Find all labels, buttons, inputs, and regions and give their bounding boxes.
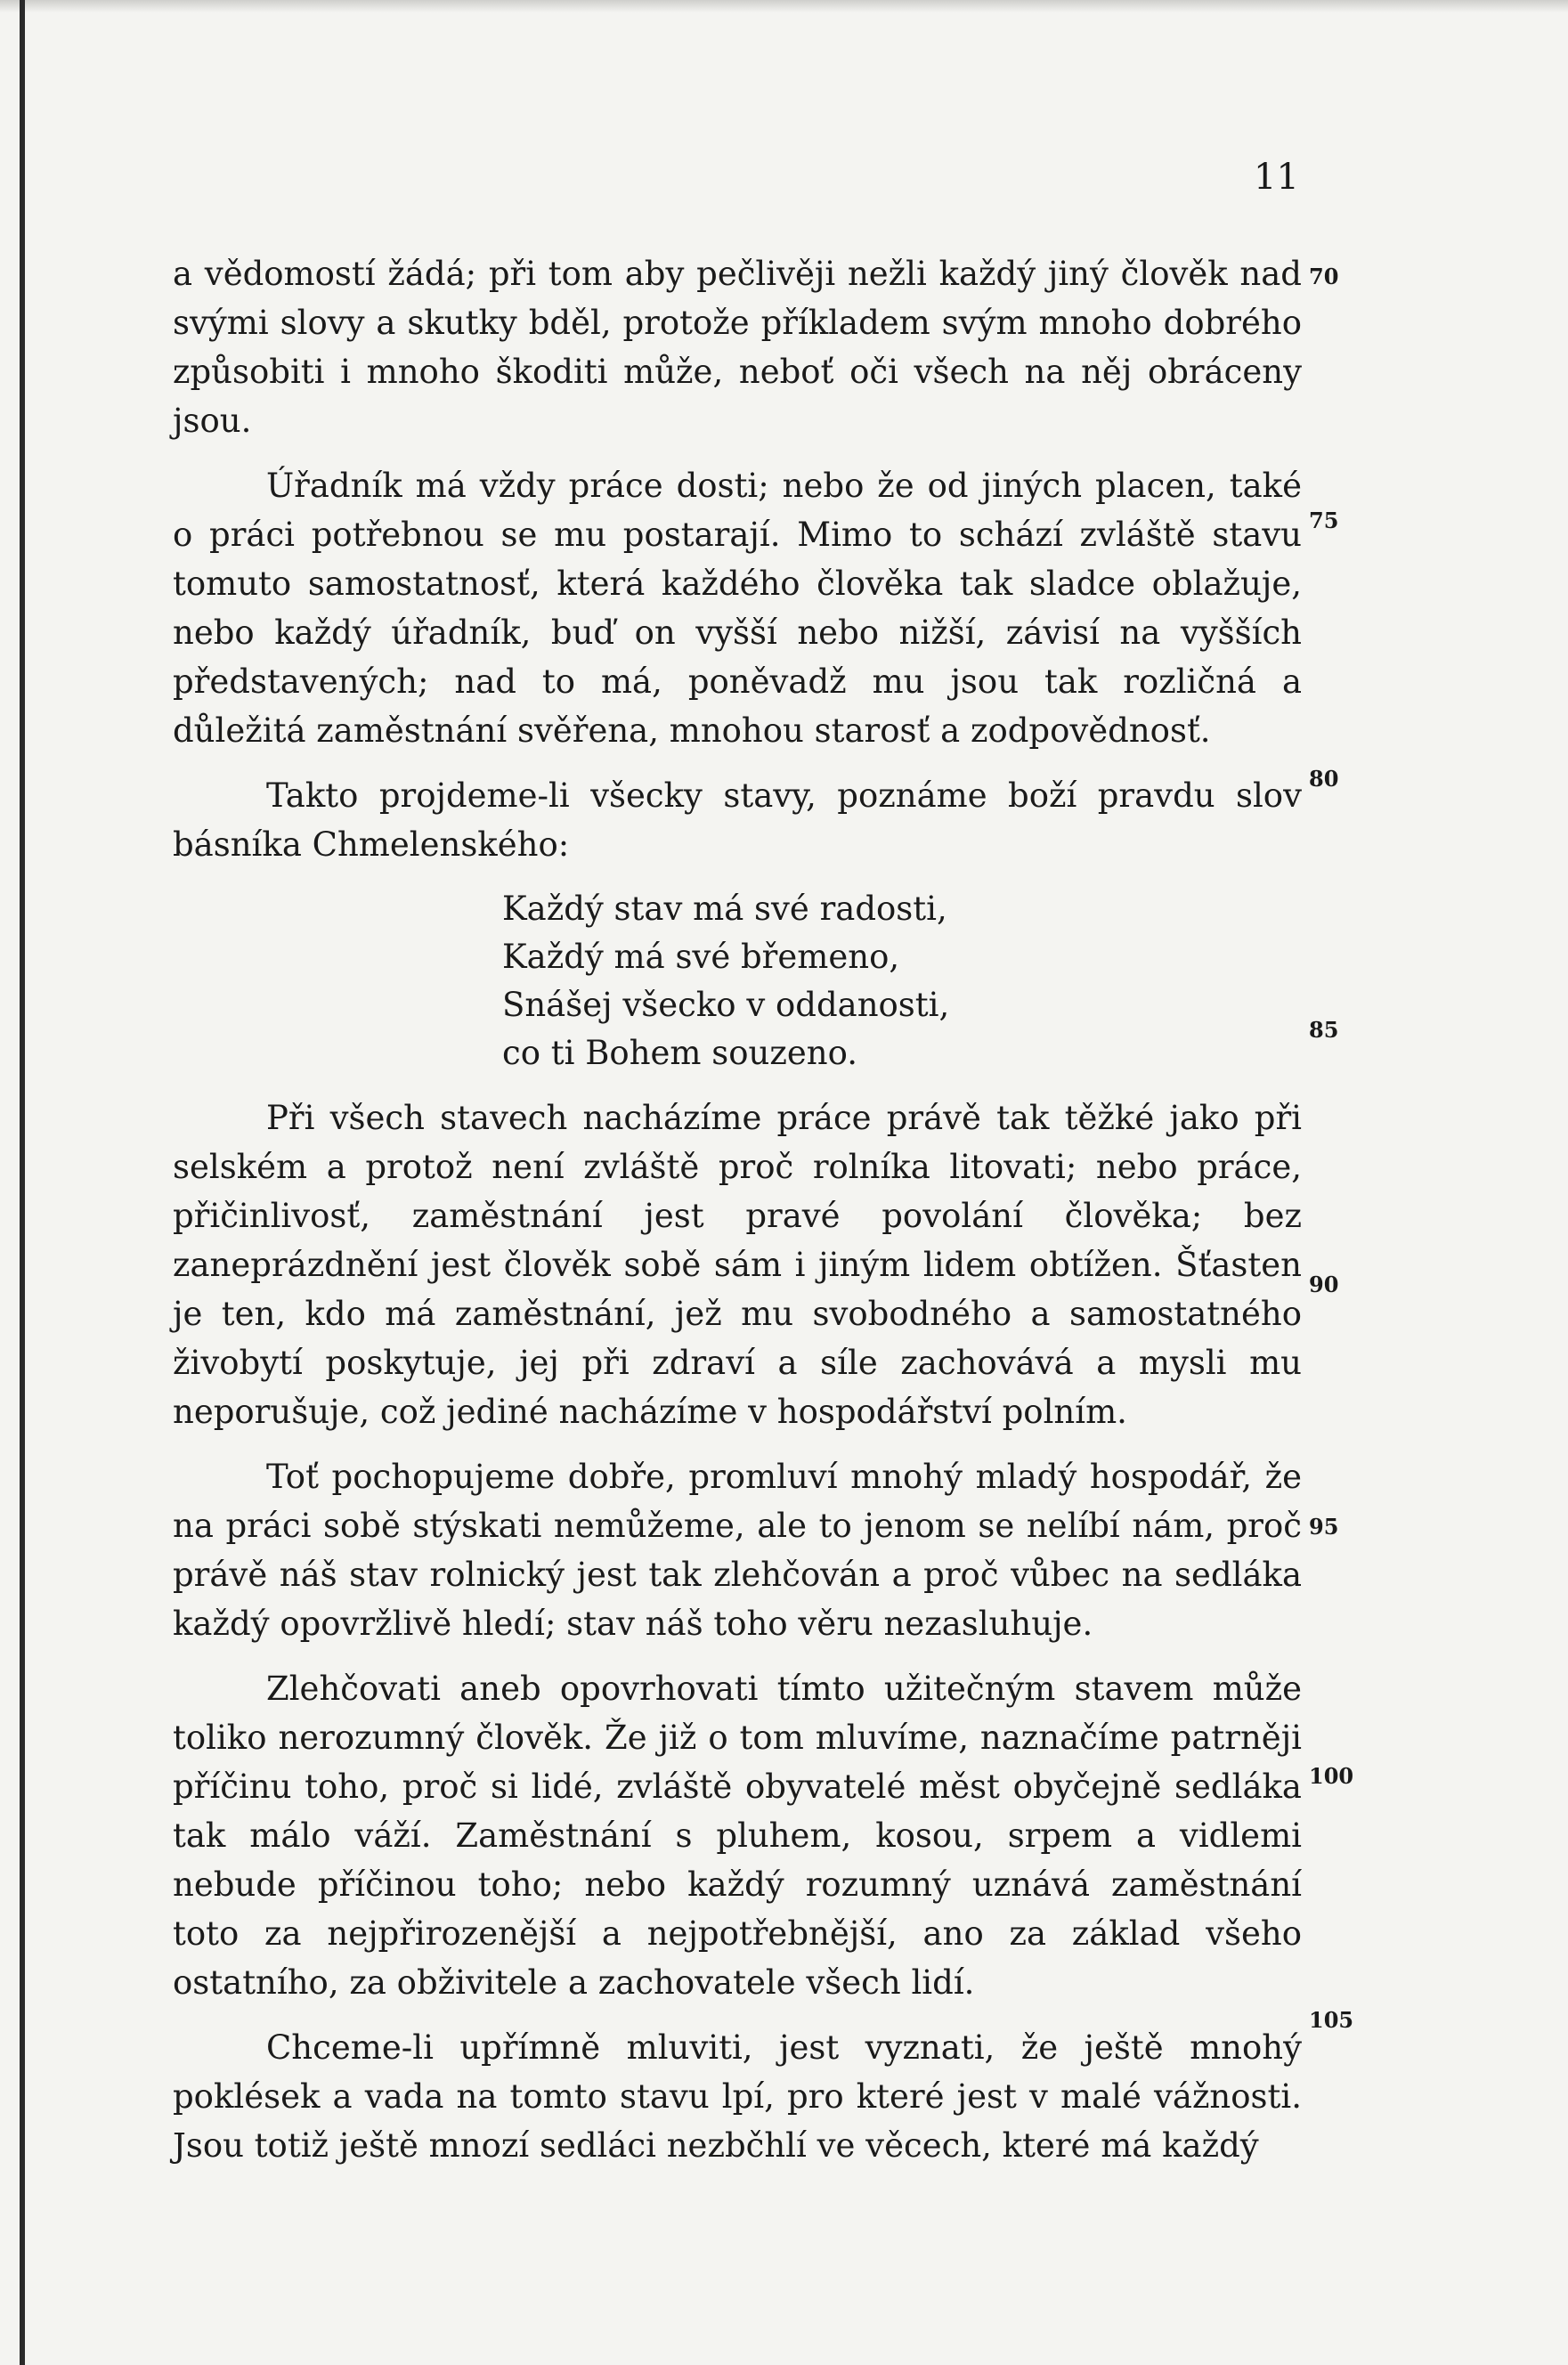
poem-line-4: co ti Bohem souzeno. bbox=[502, 1034, 857, 1072]
poem-line-2: Každý má své břemeno, bbox=[502, 938, 900, 976]
paragraph-3: Takto projdeme-li všecky stavy, poznáme boží pravdu slov básníka Chmelenského: bbox=[173, 776, 1302, 864]
line-number-85: 85 bbox=[1309, 1017, 1339, 1043]
paragraph-2: Úřadník má vždy práce dosti; nebo že od jiných placen, také o práci potřebnou se mu postarají. Mimo to schází zvláště stavu tomuto samostatnosť, která každého člověka tak sladce oblažuje, nebo každý úřadník, buď on vyšší nebo nižší, závisí na vyšších představených; nad to má, poněvadž mu jsou tak rozličná a důležitá zaměstnání svěřena, mnohou starosť a zodpovědnosť. bbox=[173, 467, 1302, 750]
paragraph-6: Zlehčovati aneb opovrhovati tímto užitečným stavem může toliko nerozumný člověk. Že již o tom mluvíme, naznačíme patrněji příčinu toho, proč si lidé, zvláště obyvatelé měst obyčejně sedláka tak málo váží. Zaměstnání s pluhem, kosou, srpem a vidlemi nebude příčinou toho; nebo každý rozumný uznává zaměstnání toto za nejpřirozenější a nejpotřebnější, ano za základ všeho ostatního, za obživitele a zachovatele všech lidí. bbox=[173, 1670, 1302, 2002]
line-number-80: 80 bbox=[1309, 766, 1339, 792]
page-top-shadow bbox=[0, 0, 1568, 12]
binding-edge bbox=[20, 0, 25, 2365]
line-number-70: 70 bbox=[1309, 264, 1339, 289]
body-text bbox=[173, 249, 1302, 2186]
line-number-100: 100 bbox=[1309, 1763, 1354, 1789]
paragraph-5: Toť pochopujeme dobře, promluví mnohý mladý hospodář, že na práci sobě stýskati nemůžeme, ale to jenom se nelíbí nám, proč právě náš stav rolnický jest tak zlehčován a proč vůbec na sedláka každý opovržlivě hledí; stav náš toho věru nezasluhuje. bbox=[173, 1458, 1302, 1643]
line-number-90: 90 bbox=[1309, 1272, 1339, 1297]
line-number-105: 105 bbox=[1309, 2007, 1354, 2033]
line-number-95: 95 bbox=[1309, 1514, 1339, 1540]
paragraph-1: a vědomostí žádá; při tom aby pečlivěji nežli každý jiný člověk nad svými slovy a skutky bděl, protože příkladem svým mnoho dobrého způsobiti i mnoho škoditi může, neboť oči všech na něj obráceny jsou. bbox=[173, 255, 1302, 440]
paragraph-4: Při všech stavech nacházíme práce právě tak těžké jako při selském a protož není zvláště proč rolníka litovati; nebo práce, přičinlivosť, zaměstnání jest pravé povolání člověka; bez zaneprázdnění jest člověk sobě sám i jiným lidem obtížen. Šťasten je ten, kdo má zaměstnání, jež mu svobodného a samostatného živobytí poskytuje, jej při zdraví a síle zachovává a mysli mu neporušuje, což jediné nacházíme v hospodářství polním. bbox=[173, 1099, 1302, 1431]
page-number: 11 bbox=[1254, 157, 1299, 198]
poem-line-1: Každý stav má své radosti, bbox=[502, 890, 947, 928]
poem-line-3: Snášej všecko v oddanosti, bbox=[502, 986, 950, 1024]
line-number-75: 75 bbox=[1309, 508, 1339, 533]
paragraph-7: Chceme-li upřímně mluviti, jest vyznati, že ještě mnohý poklések a vada na tomto stavu lpí, pro které jest v malé vážnosti. Jsou totiž ještě mnozí sedláci nezbčhlí ve věcech, které má každý bbox=[173, 2028, 1302, 2165]
poem bbox=[502, 885, 1302, 1077]
